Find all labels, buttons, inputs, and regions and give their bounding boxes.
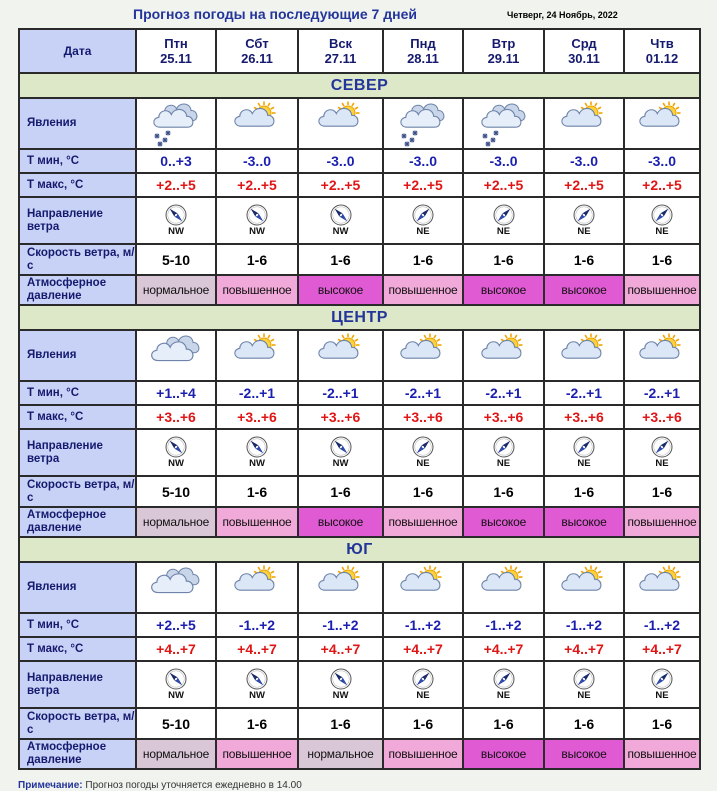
day-date: 26.11 xyxy=(241,51,273,66)
compass-arrow-icon xyxy=(412,204,434,226)
wind-direction-cell xyxy=(298,197,383,244)
tmin-cell: -3..0 xyxy=(624,149,700,173)
page-title: Прогноз погоды на последующие 7 дней xyxy=(133,6,417,22)
sun-cloud-icon xyxy=(315,564,367,612)
pressure-cell: повышенное xyxy=(216,275,298,305)
sun-cloud-icon xyxy=(636,332,688,380)
cloud-snow-icon xyxy=(478,100,530,148)
sun-cloud-icon xyxy=(231,100,283,148)
compass-arrow-icon xyxy=(651,668,673,690)
sun-cloud-icon xyxy=(636,564,688,612)
wind-direction-cell xyxy=(544,197,624,244)
compass-arrow-icon xyxy=(165,204,187,226)
pressure-cell: высокое xyxy=(298,275,383,305)
wind-direction-text: NW xyxy=(249,458,265,469)
wind-speed-cell: 1-6 xyxy=(463,244,544,275)
wind-speed-cell: 1-6 xyxy=(463,476,544,507)
tmax-cell: +4..+7 xyxy=(463,637,544,661)
compass-arrow-icon xyxy=(493,668,515,690)
compass-arrow-icon xyxy=(493,436,515,458)
sun-cloud-icon xyxy=(478,564,530,612)
day-name: Пнд xyxy=(410,36,436,51)
tmax-cell: +2..+5 xyxy=(216,173,298,197)
pressure-cell: высокое xyxy=(544,275,624,305)
wind-speed-cell: 1-6 xyxy=(544,708,624,739)
compass-arrow-icon xyxy=(246,668,268,690)
weather-cell xyxy=(216,562,298,613)
tmin-cell: -3..0 xyxy=(544,149,624,173)
cloud-snow-icon xyxy=(397,100,449,148)
wind-direction-cell xyxy=(463,197,544,244)
tmin-cell: -1..+2 xyxy=(624,613,700,637)
compass-arrow-icon xyxy=(330,668,352,690)
wind-direction-cell xyxy=(216,197,298,244)
row-label-tmin: Т мин, °С xyxy=(19,149,136,173)
weather-cell xyxy=(298,330,383,381)
wind-direction-cell xyxy=(216,661,298,708)
forecast-table xyxy=(18,28,701,770)
tmax-cell: +2..+5 xyxy=(136,173,216,197)
weather-cell xyxy=(624,562,700,613)
pressure-cell: высокое xyxy=(463,739,544,769)
weather-cell xyxy=(383,330,463,381)
tmin-cell: -3..0 xyxy=(383,149,463,173)
tmax-cell: +3..+6 xyxy=(216,405,298,429)
wind-direction-cell xyxy=(383,661,463,708)
pressure-cell: высокое xyxy=(544,507,624,537)
pressure-cell: нормальное xyxy=(298,739,383,769)
footnote-text: Прогноз погоды уточняется ежедневно в 14.00 xyxy=(85,780,302,791)
wind-indicator xyxy=(545,668,623,701)
wind-speed-cell: 1-6 xyxy=(463,708,544,739)
wind-direction-text: NE xyxy=(416,690,430,701)
tmin-cell: -1..+2 xyxy=(544,613,624,637)
tmin-cell: -3..0 xyxy=(216,149,298,173)
compass-arrow-icon xyxy=(573,204,595,226)
pressure-cell: нормальное xyxy=(136,739,216,769)
day-header xyxy=(624,29,700,73)
weather-cell xyxy=(463,562,544,613)
pressure-cell: высокое xyxy=(544,739,624,769)
weather-cell xyxy=(544,562,624,613)
tmax-cell: +4..+7 xyxy=(216,637,298,661)
tmin-cell: -1..+2 xyxy=(216,613,298,637)
compass-arrow-icon xyxy=(412,668,434,690)
sun-cloud-icon xyxy=(397,332,449,380)
wind-indicator xyxy=(299,204,382,237)
day-name: Втр xyxy=(491,36,516,51)
tmax-cell: +2..+5 xyxy=(544,173,624,197)
tmax-cell: +3..+6 xyxy=(544,405,624,429)
wind-indicator xyxy=(545,436,623,469)
footnote xyxy=(18,780,302,791)
wind-speed-cell: 1-6 xyxy=(298,244,383,275)
tmin-cell: -3..0 xyxy=(463,149,544,173)
compass-arrow-icon xyxy=(573,436,595,458)
day-date: 30.11 xyxy=(568,51,600,66)
tmax-cell: +3..+6 xyxy=(136,405,216,429)
pressure-cell: повышенное xyxy=(383,275,463,305)
wind-indicator xyxy=(625,668,699,701)
day-header xyxy=(136,29,216,73)
day-header xyxy=(544,29,624,73)
wind-speed-cell: 5-10 xyxy=(136,244,216,275)
wind-indicator xyxy=(464,668,543,701)
tmax-cell: +4..+7 xyxy=(298,637,383,661)
wind-direction-text: NW xyxy=(332,690,349,701)
wind-indicator xyxy=(464,204,543,237)
day-header xyxy=(383,29,463,73)
day-name: Вск xyxy=(328,36,353,51)
wind-speed-cell: 1-6 xyxy=(544,476,624,507)
wind-speed-cell: 1-6 xyxy=(383,244,463,275)
wind-direction-cell xyxy=(624,429,700,476)
wind-direction-text: NW xyxy=(168,226,184,237)
pressure-cell: нормальное xyxy=(136,507,216,537)
pressure-cell: нормальное xyxy=(136,275,216,305)
wind-indicator xyxy=(384,668,462,701)
row-label-wind-speed: Скорость ветра, м/с xyxy=(19,476,136,507)
weather-cell xyxy=(216,98,298,149)
wind-direction-cell xyxy=(136,197,216,244)
wind-direction-cell xyxy=(216,429,298,476)
wind-speed-cell: 1-6 xyxy=(544,244,624,275)
pressure-cell: повышенное xyxy=(383,739,463,769)
tmax-cell: +3..+6 xyxy=(298,405,383,429)
wind-indicator xyxy=(137,668,215,701)
pressure-cell: высокое xyxy=(463,275,544,305)
row-label-wind-direction: Направление ветра xyxy=(19,429,136,476)
wind-indicator xyxy=(217,436,297,469)
wind-direction-text: NE xyxy=(496,458,511,469)
wind-indicator xyxy=(299,668,382,701)
weather-cell xyxy=(298,562,383,613)
wind-direction-text: NW xyxy=(332,226,349,237)
wind-direction-text: NE xyxy=(655,458,669,469)
row-label-tmin: Т мин, °С xyxy=(19,381,136,405)
wind-indicator xyxy=(625,436,699,469)
day-name: Птн xyxy=(164,36,188,51)
compass-arrow-icon xyxy=(246,204,268,226)
day-date: 28.11 xyxy=(407,51,439,66)
compass-arrow-icon xyxy=(651,204,673,226)
compass-arrow-icon xyxy=(165,436,187,458)
compass-arrow-icon xyxy=(165,668,187,690)
wind-direction-text: NE xyxy=(577,690,591,701)
compass-arrow-icon xyxy=(330,204,352,226)
wind-speed-cell: 1-6 xyxy=(216,244,298,275)
page-header xyxy=(0,0,717,28)
pressure-cell: повышенное xyxy=(216,739,298,769)
tmin-cell: -2..+1 xyxy=(544,381,624,405)
wind-speed-cell: 1-6 xyxy=(383,708,463,739)
weather-cell xyxy=(463,330,544,381)
row-label-phenomena: Явления xyxy=(19,562,136,613)
wind-speed-cell: 1-6 xyxy=(216,476,298,507)
tmax-cell: +3..+6 xyxy=(383,405,463,429)
compass-arrow-icon xyxy=(246,436,268,458)
day-header xyxy=(216,29,298,73)
weather-cell xyxy=(136,562,216,613)
pressure-cell: повышенное xyxy=(624,739,700,769)
day-header xyxy=(298,29,383,73)
row-label-pressure: Атмосферное давление xyxy=(19,275,136,305)
tmax-cell: +3..+6 xyxy=(463,405,544,429)
wind-direction-text: NW xyxy=(168,690,184,701)
tmin-cell: +1..+4 xyxy=(136,381,216,405)
compass-arrow-icon xyxy=(573,668,595,690)
tmax-cell: +2..+5 xyxy=(298,173,383,197)
tmax-cell: +2..+5 xyxy=(463,173,544,197)
day-date: 27.11 xyxy=(324,51,357,66)
wind-speed-cell: 1-6 xyxy=(298,476,383,507)
tmin-cell: -2..+1 xyxy=(624,381,700,405)
row-label-wind-speed: Скорость ветра, м/с xyxy=(19,708,136,739)
wind-speed-cell: 1-6 xyxy=(383,476,463,507)
wind-direction-cell xyxy=(544,661,624,708)
wind-speed-cell: 1-6 xyxy=(216,708,298,739)
row-label-tmin: Т мин, °С xyxy=(19,613,136,637)
pressure-cell: повышенное xyxy=(624,507,700,537)
wind-indicator xyxy=(384,204,462,237)
row-label-wind-direction: Направление ветра xyxy=(19,197,136,244)
sun-cloud-icon xyxy=(558,100,610,148)
sun-cloud-icon xyxy=(315,100,367,148)
tmax-cell: +2..+5 xyxy=(383,173,463,197)
pressure-cell: повышенное xyxy=(624,275,700,305)
region-header: ЦЕНТР xyxy=(19,305,700,330)
tmin-cell: -2..+1 xyxy=(463,381,544,405)
compass-arrow-icon xyxy=(412,436,434,458)
weather-cell xyxy=(298,98,383,149)
wind-speed-cell: 1-6 xyxy=(624,244,700,275)
wind-indicator xyxy=(464,436,543,469)
wind-direction-text: NW xyxy=(249,226,265,237)
tmax-cell: +3..+6 xyxy=(624,405,700,429)
region-header: ЮГ xyxy=(19,537,700,562)
wind-indicator xyxy=(137,204,215,237)
wind-direction-text: NE xyxy=(655,690,669,701)
weather-cell xyxy=(624,98,700,149)
wind-direction-cell xyxy=(544,429,624,476)
column-header-date: Дата xyxy=(19,29,136,73)
tmax-cell: +2..+5 xyxy=(624,173,700,197)
pressure-cell: повышенное xyxy=(216,507,298,537)
tmax-cell: +4..+7 xyxy=(544,637,624,661)
wind-speed-cell: 1-6 xyxy=(624,708,700,739)
tmin-cell: -3..0 xyxy=(298,149,383,173)
day-header xyxy=(463,29,544,73)
wind-direction-cell xyxy=(624,661,700,708)
weather-cell xyxy=(216,330,298,381)
tmin-cell: -1..+2 xyxy=(383,613,463,637)
wind-speed-cell: 1-6 xyxy=(298,708,383,739)
day-name: Чтв xyxy=(650,36,674,51)
wind-direction-cell xyxy=(298,661,383,708)
wind-direction-text: NE xyxy=(496,690,511,701)
wind-direction-cell xyxy=(136,661,216,708)
wind-indicator xyxy=(217,204,297,237)
weather-cell xyxy=(136,98,216,149)
row-label-wind-speed: Скорость ветра, м/с xyxy=(19,244,136,275)
row-label-pressure: Атмосферное давление xyxy=(19,739,136,769)
row-label-pressure: Атмосферное давление xyxy=(19,507,136,537)
sun-cloud-icon xyxy=(397,564,449,612)
cloud-icon xyxy=(150,332,202,380)
wind-direction-cell xyxy=(136,429,216,476)
wind-direction-text: NE xyxy=(577,226,591,237)
compass-arrow-icon xyxy=(493,204,515,226)
wind-direction-text: NE xyxy=(655,226,669,237)
day-date: 25.11 xyxy=(160,51,192,66)
weather-cell xyxy=(544,98,624,149)
weather-cell xyxy=(383,98,463,149)
wind-direction-cell xyxy=(298,429,383,476)
tmax-cell: +4..+7 xyxy=(136,637,216,661)
current-date: Четверг, 24 Ноябрь, 2022 xyxy=(507,10,618,20)
wind-direction-cell xyxy=(624,197,700,244)
wind-direction-text: NE xyxy=(496,226,511,237)
weather-cell xyxy=(383,562,463,613)
row-label-tmax: Т макс, °С xyxy=(19,173,136,197)
tmin-cell: -2..+1 xyxy=(383,381,463,405)
tmin-cell: -1..+2 xyxy=(298,613,383,637)
wind-direction-cell xyxy=(383,197,463,244)
wind-direction-cell xyxy=(383,429,463,476)
tmax-cell: +4..+7 xyxy=(624,637,700,661)
sun-cloud-icon xyxy=(315,332,367,380)
row-label-wind-direction: Направление ветра xyxy=(19,661,136,708)
weather-cell xyxy=(463,98,544,149)
day-date: 01.12 xyxy=(645,51,679,66)
sun-cloud-icon xyxy=(558,332,610,380)
wind-direction-cell xyxy=(463,429,544,476)
cloud-snow-icon xyxy=(150,100,202,148)
wind-direction-cell xyxy=(463,661,544,708)
cloud-icon xyxy=(150,564,202,612)
pressure-cell: высокое xyxy=(298,507,383,537)
tmin-cell: -2..+1 xyxy=(216,381,298,405)
sun-cloud-icon xyxy=(231,332,283,380)
wind-direction-text: NE xyxy=(577,458,591,469)
wind-speed-cell: 5-10 xyxy=(136,708,216,739)
tmin-cell: +2..+5 xyxy=(136,613,216,637)
pressure-cell: высокое xyxy=(463,507,544,537)
tmin-cell: -1..+2 xyxy=(463,613,544,637)
wind-indicator xyxy=(299,436,382,469)
wind-indicator xyxy=(217,668,297,701)
tmin-cell: -2..+1 xyxy=(298,381,383,405)
wind-direction-text: NE xyxy=(416,458,430,469)
wind-direction-text: NW xyxy=(168,458,184,469)
weather-cell xyxy=(544,330,624,381)
weather-cell xyxy=(136,330,216,381)
region-header: СЕВЕР xyxy=(19,73,700,98)
day-name: Срд xyxy=(571,36,597,51)
row-label-phenomena: Явления xyxy=(19,98,136,149)
footnote-label: Примечание: xyxy=(18,780,83,791)
row-label-tmax: Т макс, °С xyxy=(19,405,136,429)
compass-arrow-icon xyxy=(651,436,673,458)
sun-cloud-icon xyxy=(558,564,610,612)
row-label-tmax: Т макс, °С xyxy=(19,637,136,661)
pressure-cell: повышенное xyxy=(383,507,463,537)
wind-direction-text: NW xyxy=(249,690,265,701)
weather-cell xyxy=(624,330,700,381)
sun-cloud-icon xyxy=(636,100,688,148)
sun-cloud-icon xyxy=(478,332,530,380)
wind-direction-text: NE xyxy=(416,226,430,237)
sun-cloud-icon xyxy=(231,564,283,612)
wind-indicator xyxy=(137,436,215,469)
compass-arrow-icon xyxy=(330,436,352,458)
tmin-cell: 0..+3 xyxy=(136,149,216,173)
wind-indicator xyxy=(384,436,462,469)
wind-indicator xyxy=(545,204,623,237)
day-date: 29.11 xyxy=(487,51,520,66)
row-label-phenomena: Явления xyxy=(19,330,136,381)
tmax-cell: +4..+7 xyxy=(383,637,463,661)
wind-indicator xyxy=(625,204,699,237)
wind-direction-text: NW xyxy=(332,458,349,469)
wind-speed-cell: 1-6 xyxy=(624,476,700,507)
day-name: Сбт xyxy=(245,36,269,51)
wind-speed-cell: 5-10 xyxy=(136,476,216,507)
